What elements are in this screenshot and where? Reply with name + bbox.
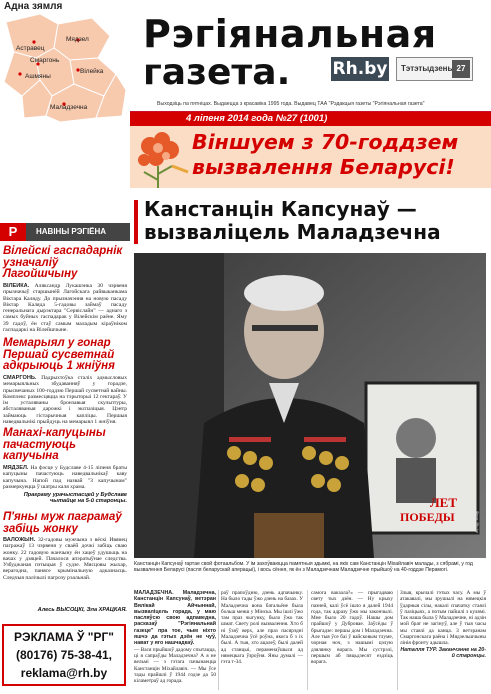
banner-headline: Віншуем з 70-годдзем вызвалення Беларусі! bbox=[192, 130, 459, 179]
site-badge[interactable]: Rh.by bbox=[332, 59, 388, 79]
column-divider bbox=[397, 590, 398, 690]
article-text: Злыя, крычалі гэтых часу. А мы ў атакавалі, мы зрушылі на нямецкія ўдарныя сілы, накалі спачатку стаялі ў пазіцыях, а потым пайшлі з кулямі. Так наша была ў Маладзечне, ні адзін мой брат не загінуў, але ў тыя часы мы стаялі да канца. З ветэранам Смаргонскага раёна і Мядзельшчыны лінія фронту адышла. bbox=[400, 590, 486, 647]
photo-credit: Фото: Rh.by bbox=[475, 511, 480, 533]
news-lead: МЯДЗЕЛ. bbox=[3, 465, 29, 471]
region-title: Адна зямля bbox=[4, 1, 63, 12]
map-label-vileyka: Вілейка bbox=[80, 68, 104, 75]
news-headline: П'яны муж паграмаў забіць жонку bbox=[3, 511, 122, 535]
ad-email-link[interactable]: reklama@rh.by bbox=[20, 666, 108, 680]
headline-accent-bar bbox=[134, 200, 138, 244]
news-text: 32-гадовы мужчына з вёскі Ивянец пагражаў 13 чэрвеня у сваёй дочкі забіць сваю жонку. 22 гадовую жанчыну ён хацеў удушыць на вачах у дзяцей. Пачалося апэратыўнае следства. Узбуджаная пэтыцыя ў судзе. Мясцовы жыхар, верагодна, панясе крымінальную адказнасць. Следчыя палічылі пагрозу рэальнай. bbox=[3, 537, 127, 581]
main-headline: Канстанцін Капсунаў — вызваліцель Маладзечна bbox=[144, 197, 441, 244]
news-headline: Манахі-капуцыны пачастуюць капучына bbox=[3, 427, 106, 462]
veteran-photo bbox=[134, 253, 486, 558]
map-label-ashmyany: Ашмяны bbox=[25, 73, 51, 80]
carnation-flower-icon bbox=[128, 126, 198, 188]
news-lead: СМАРГОНЬ. bbox=[3, 375, 37, 381]
photo-sign-line2: ПОБЕДЫ bbox=[400, 510, 455, 524]
article-column bbox=[134, 590, 216, 692]
article-text: раў прапоўдню, дзень адпачынку. На было тады ўжо дзень на базах. У Маладзечна вона батальёне была больш менш у Мінска. Мы ішлі ўжо там праз чыгунку, было ўжо так шмат. Свету ролі вызвалення. Хто б ні ўзяў верх, але праз пасярэдні Маладзечна ўсё роўна, якога б з іх былі. А тыя, хто ацалеў, былі далей ад станцыі, пераменаўшыся ад нямецкага ўзроўня. Яны думалі — гэта т-34. bbox=[221, 590, 303, 666]
tydzen-number: 27 bbox=[452, 60, 470, 78]
section-letter-badge: Р bbox=[0, 223, 26, 241]
section-label: НАВІНЫ РЭГІЁНА bbox=[26, 223, 130, 241]
map-label-maladzechna: Маладзечна bbox=[50, 104, 88, 111]
photo-sign-line1: ЛЕТ bbox=[430, 495, 458, 510]
news-lead: ВАЛОЖЫН. bbox=[3, 537, 36, 543]
article-text: самога вакзала?» — прыгадваю свету тых дзён. — Ну крыху пазней, калі ўсё ішло я далей 1944 года, так адразу ўжо мы закончылі. Мне было 20 гадоў. Нашы дом прайшоў у Дубровае. Заўсёды ў брыгадзе: першы дом і Маладзечна. Але тыя ўсе баі ў вайсковым тлуме, чорная ноч, з нашымі цэлую дзялянку ворага. Мы сустрэлі, першым аб пяцьдзесят ездзіць ворага. bbox=[311, 590, 393, 666]
column-divider bbox=[218, 590, 219, 690]
news-text: На фэсце у Будславе 4-15 ліпеня браты капуцыны пачастуюць наведвальнікаў каву капучына. Напой пад назвай "З капучынам" размеркуецца ў шатры каля храма. bbox=[3, 465, 127, 490]
article-column bbox=[400, 590, 486, 692]
issue-date-bar: 4 ліпеня 2014 года №27 (1001) bbox=[130, 112, 491, 126]
advertising-box bbox=[2, 624, 126, 686]
news-body bbox=[3, 283, 127, 337]
news-headline: Мемарыял у гонар Першай сусветнай адкрыюць 1 жніўня bbox=[3, 337, 115, 372]
news-body bbox=[3, 465, 127, 491]
map-label-smorgon: Смаргонь bbox=[30, 57, 60, 64]
map-label-myadzel: Мядзел bbox=[66, 36, 89, 43]
photo-caption: Канстанцін Капсунаў гартае свой фотаальбом. У ім захоўваюцца памятныя здымкі, на якіх сам Канстанцін Міхайлавіч малады, з сябрамі, у год вызвалення Беларусі (пасля беларускай аперацыі), і вось сёння, як ён з Маладзечнам Маладзечне прыйшоў на 40-годдзе Перамогі. bbox=[134, 561, 473, 574]
publication-info: Выходзіць па пятніцах. Выдаецца з красавіка 1995 года. Выдавец ТАА "Рэдакцыя газеты "Рэгіянальная газета" bbox=[157, 101, 425, 107]
article-signature: Наталля ТУР. Заканчэнне на 20-й старонцы. bbox=[400, 646, 486, 659]
veteran-photo-graphic bbox=[134, 253, 486, 558]
region-map bbox=[0, 0, 128, 126]
ad-title: РЭКЛАМА Ў "РГ" bbox=[14, 630, 114, 644]
news-body bbox=[3, 375, 127, 426]
tydzen-label: Тэтэтыдзень bbox=[401, 64, 453, 73]
ad-phone[interactable]: (80176) 75-38-41, bbox=[15, 648, 113, 662]
news-lead: ВІЛЕЙКА. bbox=[3, 283, 30, 289]
article-column bbox=[311, 590, 393, 692]
news-text: Падрыхтоўка сталіх адмысловых мемарыяльных збудаванняў у горадзе, прысвечаных 100-годдзю Першай сусветнай вайны. Комплекс размесцяцца на тэрыторыі 12 гектараў. У ім усталяваны бронзавыя скульптуры, абсталяваныя дарожкі і экспазіцыя. Цэнтр займаюць гістарычныя капліцы. Першыя наведвальнікі прыйдуць на мемарыял 1 жніўня. bbox=[3, 375, 127, 426]
map-label-ostrovets: Астравец bbox=[16, 45, 45, 52]
news-signature: Алесь ВЫСОЦКІ, Эла ХРАЦКАЯ. bbox=[37, 607, 127, 613]
masthead-title-line1: Рэгіянальная bbox=[143, 12, 437, 56]
news-signoff: Праграму урачыстасцей у Будславе чытайце на 5-й старонцы. bbox=[23, 492, 127, 505]
article-lead: МАЛАДЗЕЧНА. Маладзечна, Канстанцін Капсунаў, ветэран Вялікай Айчыннай, вызваліцель горада, у маю пасляўсю свою адпаведна, расказаў "Рэгіянальнай газеце" пра тое, чым ніхто яшчэ да гэтых дзён не чуў, нават у яго нашчадкаў. bbox=[134, 590, 216, 647]
news-text: Аляксандр Лукашэнка 30 чэрвеня прызначыў старшынёй Лагойскага райвыканкама Віктара Каляду. До прызначэння на новую пасаду Віктар Каляда 5-гадовы займаў пасаду генеральнага дырэктара "Сервіслайн" — аднаго з самых буйных гаспадарак у Вілейскім раёне. Яму 39 гадоў, ён стаў самым маладым кіраўніком гаспадаркі на Вілейшчыне. bbox=[3, 283, 127, 334]
article-column bbox=[221, 590, 303, 692]
masthead-title-line2: газета. bbox=[143, 52, 291, 93]
news-body bbox=[3, 537, 127, 606]
tydzen-box bbox=[396, 57, 473, 81]
news-headline: Вілейскі гаспадарнік узначаліў Лагойшчыну bbox=[3, 245, 123, 280]
column-divider bbox=[307, 590, 308, 690]
article-text: — Вася прыйшоў дадому спытацца, ці я сапраўды Маладзечна? А я не вельмі — з гэтага пачынаецца Канстанцін Міхайлавіч. — Мы ўсе тады прайшлі ў 1944 годзе да 50 кіламетраў ад горада. bbox=[134, 646, 216, 685]
